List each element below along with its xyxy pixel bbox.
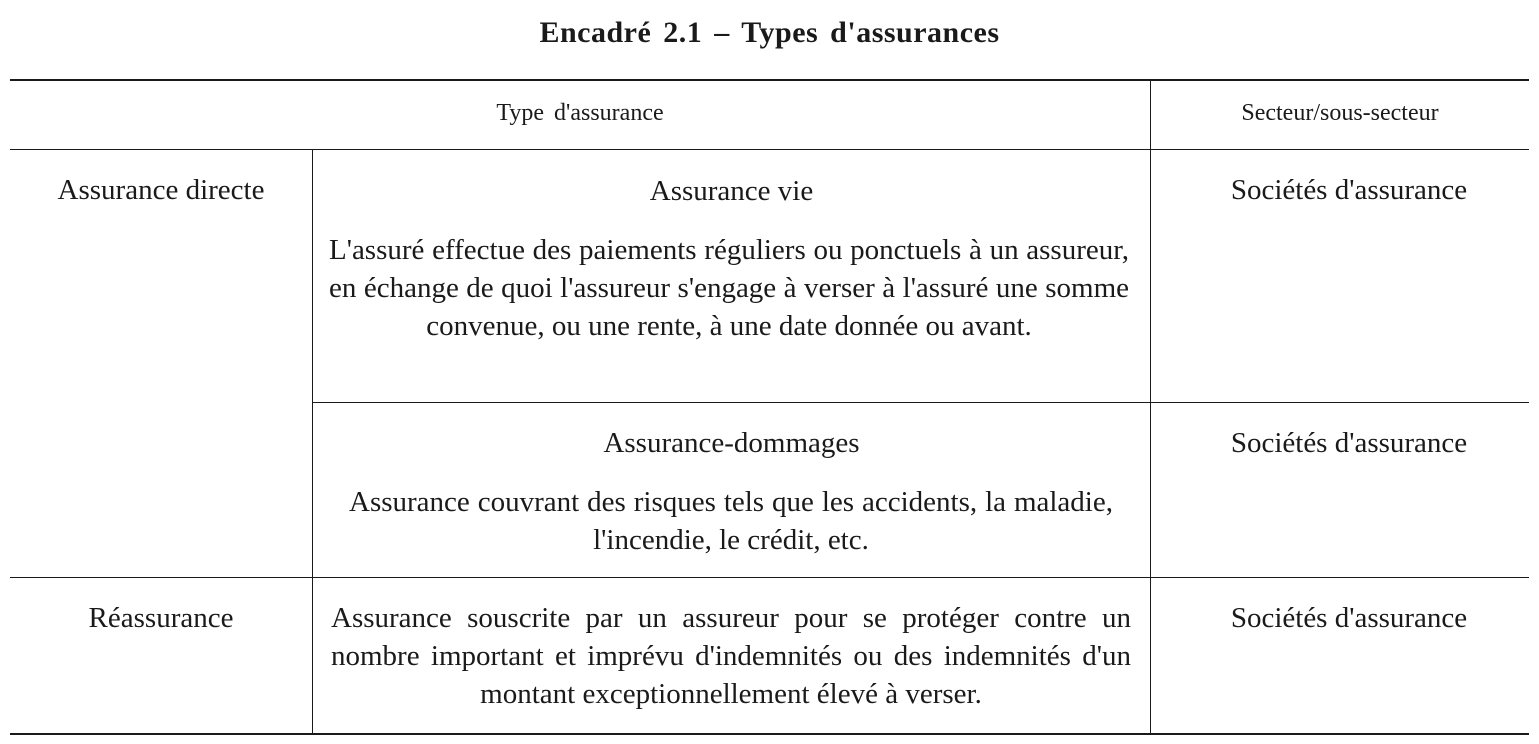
page-title: Encadré 2.1 – Types d'assurances [539, 16, 1000, 49]
item-name-life: Assurance vie [649, 175, 814, 207]
item-description-life: L'assuré effectue des paiements réguliers ou ponctuels à un assureur, en échange de quoi l'assureur s'engage à verser à l'assuré une somme convenue, ou une rente, à une date donnée ou avant. [329, 234, 1129, 342]
row-divider-reinsurance [10, 577, 1529, 578]
category-direct-insurance: Assurance directe [57, 174, 265, 206]
item-description-reinsurance: Assurance souscrite par un assureur pour se protéger contre un nombre important et imprévu d'indemnités ou des indemnités d'un montant exceptionnellement élevé à verser. [331, 602, 1131, 710]
header-type: Type d'assurance [496, 100, 664, 126]
category-reinsurance: Réassurance [88, 602, 234, 634]
item-name-nonlife: Assurance-dommages [603, 427, 860, 459]
header-sector: Secteur/sous-secteur [1241, 100, 1439, 126]
item-description-nonlife: Assurance couvrant des risques tels que les accidents, la maladie, l'incendie, le crédit, etc. [349, 486, 1113, 556]
header-bottom-rule [10, 149, 1529, 150]
item-sector-nonlife: Sociétés d'assurance [1230, 427, 1468, 459]
item-sector-life: Sociétés d'assurance [1230, 174, 1468, 206]
table-top-rule [10, 79, 1529, 81]
table-bottom-rule [10, 733, 1529, 735]
row-divider-life-nonlife [312, 402, 1529, 403]
item-sector-reinsurance: Sociétés d'assurance [1230, 602, 1468, 634]
